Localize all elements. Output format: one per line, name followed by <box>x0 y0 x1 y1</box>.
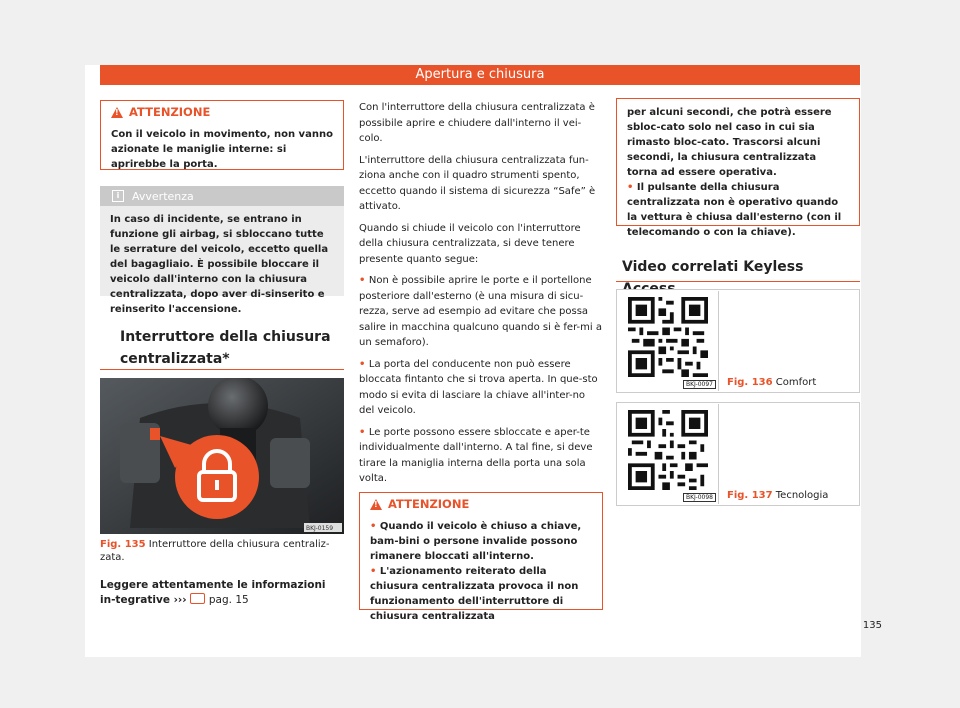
warning-bullet: • Quando il veicolo è chiuso a chiave, bam-bini o persone invalide possono rimanere bloccati all'interno. <box>370 521 582 562</box>
figure-number: Fig. 137 <box>727 490 773 501</box>
page-number: 135 <box>862 620 882 631</box>
figure-code: BKJ-0159 <box>306 525 334 532</box>
middle-text <box>359 100 603 493</box>
figure-caption <box>727 376 816 389</box>
figure-number: Fig. 136 <box>727 377 773 388</box>
qr-code-label: BKJ-0098 <box>683 493 716 502</box>
paragraph: Quando si chiude il veicolo con l'interruttore della chiusura centralizzata, si deve tenere presente quanto segue: <box>359 222 581 265</box>
figure-caption-text: Tecnologia <box>775 490 829 501</box>
section-divider <box>100 369 344 370</box>
figure-caption <box>100 538 344 564</box>
qr-code-icon[interactable] <box>618 404 719 504</box>
paragraph: Con l'interruttore della chiusura centralizzata è possibile aprire e chiudere dall'interno il vei-colo. <box>359 102 595 144</box>
paragraph: L'interruttore della chiusura centralizzata fun-ziona anche con il quadro strumenti spento, eccetto quando il sistema di sicurezza “Safe” è attivato. <box>359 154 596 212</box>
header-bar: Apertura e chiusura <box>100 65 860 85</box>
read-note: Leggere attentamente le informazioni in-tegrative ››› pag. 15 <box>100 579 326 606</box>
figure-caption-text: Comfort <box>775 377 817 388</box>
note-text: In caso di incidente, se entrano in funzione gli airbag, si sbloccano tutte le serrature del veicolo, eccetto quella del bagagliaio. È possibile bloccare il veicolo dall'interno con la chiusura centralizzata, dopo aver di-sinserito e reinserito l'accensione. <box>110 214 329 315</box>
figure-136 <box>616 289 860 393</box>
warning-box-continued <box>616 98 860 238</box>
book-icon <box>190 593 205 604</box>
warning-box <box>100 100 344 170</box>
figure-number: Fig. 135 <box>100 539 146 550</box>
warning-title: ATTENZIONE <box>388 497 470 511</box>
warning-text: Con il veicolo in movimento, non vanno azionate le maniglie interne: si aprirebbe la porta. <box>111 129 333 170</box>
note-title: Avvertenza <box>132 189 194 203</box>
bullet-item: • Non è possibile aprire le porte e il portellone posteriore dall'esterno (è una misura di sicu-rezza, serve ad esempio ad evitare che possa salire in macchina qualcuno quando si è fer-mi a un semaforo). <box>359 275 602 348</box>
section-title-central-locking: Interruttore della chiusura centralizzata* <box>120 329 331 367</box>
warning-text: per alcuni secondi, che potrà essere sbloc-cato solo nel caso in cui sia rimasto bloc-cato. Trascorsi alcuni secondi, la chiusura centralizzata torna ad essere operativa. <box>627 107 832 178</box>
figure-137 <box>616 402 860 506</box>
warning-bullet: • L'azionamento reiterato della chiusura centralizzata provoca il non funzionamento dell'interruttore di chiusura centralizzata <box>370 566 579 622</box>
figure-135 <box>100 378 344 534</box>
arrow-link[interactable]: ››› <box>173 594 187 606</box>
section-divider <box>616 281 860 282</box>
page-reference-link[interactable]: pag. 15 <box>208 594 249 606</box>
gear-shift-photo <box>100 378 344 534</box>
section-title-video: Video correlati Keyless <box>622 259 804 275</box>
qr-code-icon[interactable] <box>618 291 719 391</box>
warning-triangle-icon <box>111 107 123 118</box>
info-icon: i <box>112 190 124 202</box>
warning-title: ATTENZIONE <box>129 105 211 119</box>
note-box <box>100 186 344 315</box>
warning-triangle-icon <box>370 499 382 510</box>
bullet-item: • Le porte possono essere sbloccate e aper-te individualmente dall'interno. A tal fine, si deve tirare la maniglia interna della porta una sola volta. <box>359 426 593 484</box>
figure-caption-text: Interruttore della chiusura centraliz-zata. <box>100 539 330 563</box>
warning-box <box>359 492 603 622</box>
bullet-item: • La porta del conducente non può essere bloccata fintanto che si trova aperta. In que-sto modo si evita di lasciare la chiave all'inter-no del veicolo. <box>359 358 598 416</box>
warning-bullet: • Il pulsante della chiusura centralizzata non è operativo quando la vettura è chiusa dall'esterno (con il telecomando o con la chiave). <box>627 182 842 238</box>
figure-caption <box>727 489 828 502</box>
qr-code-label: BKJ-0097 <box>683 380 716 389</box>
